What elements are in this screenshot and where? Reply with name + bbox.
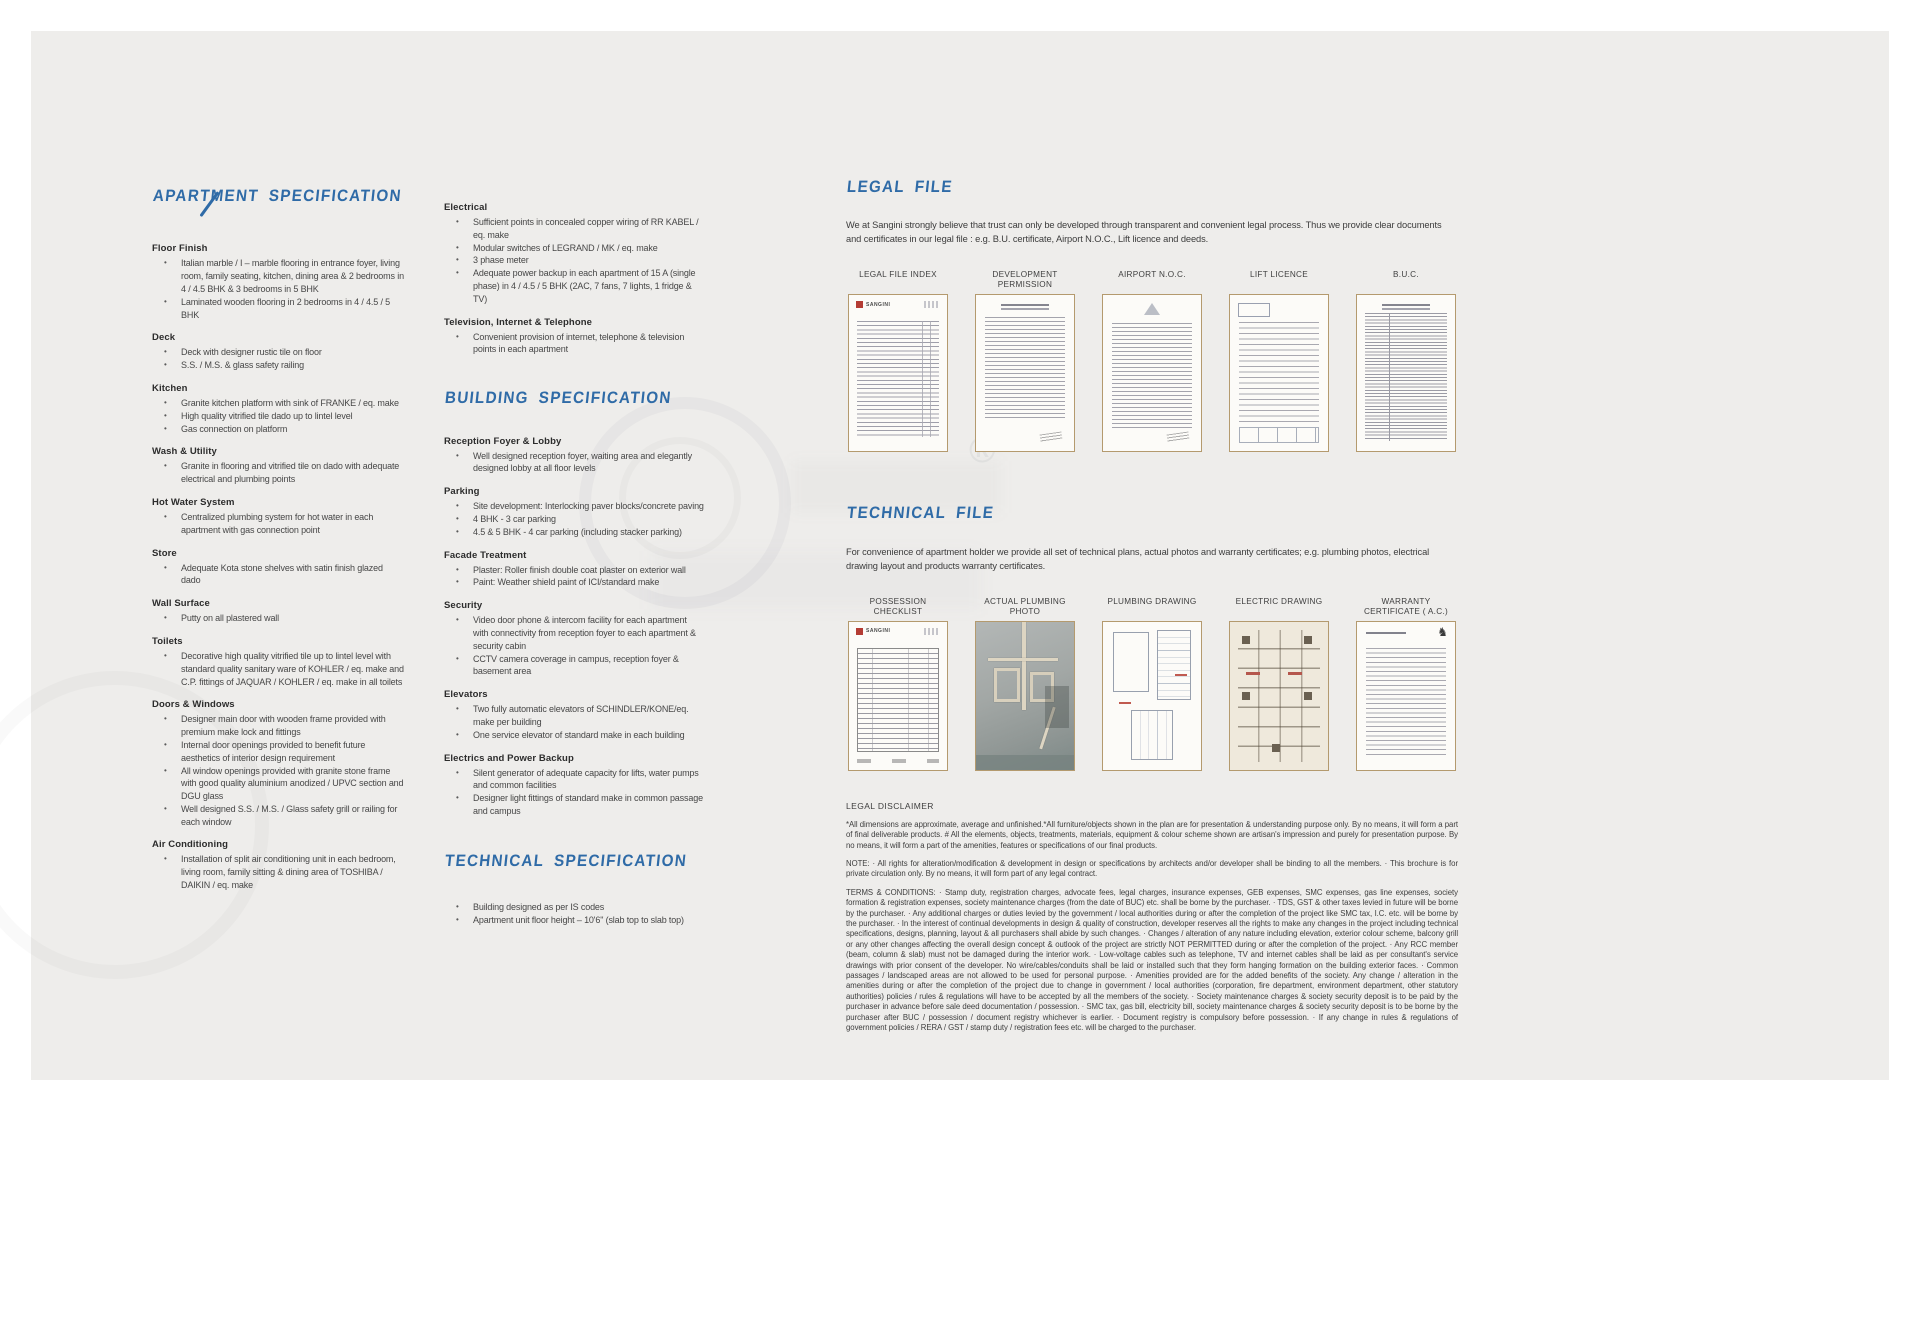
spec-section: [152, 383, 404, 435]
document-thumbnail: [1229, 294, 1329, 452]
thumbnail-graphic: [1238, 303, 1270, 317]
bullet-text: Adequate power backup in each apartment of 15 A (single phase) in 4 / 4.5 / 5 BHK (2AC, 7 fans, 7 lights, 1 fridge & TV): [473, 268, 696, 304]
disclaimer-note: NOTE: · All rights for alteration/modification & development in design or specifications by architects and/or developer shall be binding to all the members. · This brochure is for private circulation only. By no means, it will form part of any legal contract.: [846, 858, 1458, 879]
bullet-text: Site development: Interlocking paver blocks/concrete paving: [473, 501, 704, 512]
bullet-list: [152, 346, 404, 372]
bullet-dot: •: [164, 803, 167, 813]
bullet-item: [444, 331, 704, 357]
bullet-text: Adequate Kota stone shelves with satin finish glazed dado: [181, 562, 383, 586]
bullet-text: Deck with designer rustic tile on floor: [181, 347, 322, 358]
bullet-item: [444, 653, 704, 679]
thumbnail-graphic: [1040, 432, 1063, 443]
building-specification-column: [444, 202, 704, 938]
bullet-text: Granite in flooring and vitrified tile on dado with adequate electrical and plumbing points: [181, 461, 400, 485]
apartment-specification-column: [152, 173, 404, 903]
bullet-text: One service elevator of standard make in each building: [473, 729, 685, 740]
bullet-dot: •: [164, 360, 167, 370]
bullet-text: Video door phone & intercom facility for each apartment with connectivity from reception foyer to each apartment & security cabin: [473, 615, 696, 651]
disclaimer-heading: LEGAL DISCLAIMER: [846, 800, 934, 811]
thumbnail-graphic: [1239, 427, 1319, 443]
section-heading: Facade Treatment: [444, 549, 527, 561]
bullet-dot: •: [456, 217, 459, 226]
legal-file-section: [846, 164, 1458, 452]
bullet-list: [444, 703, 704, 741]
legal-file-title: LEGAL FILE: [846, 177, 954, 196]
doc-label: LEGAL FILE INDEX: [859, 270, 937, 280]
bullet-item: [152, 397, 404, 410]
bullet-dot: •: [164, 739, 167, 749]
spec-section: [152, 699, 404, 828]
tech-doc-plumbing-drawing: [1100, 597, 1204, 771]
technical-spec-title: TECHNICAL SPECIFICATION: [444, 852, 688, 871]
bullet-item: [444, 901, 704, 914]
spec-section: [444, 436, 704, 476]
building-spec-title-wrap: [444, 375, 704, 421]
bullet-list: [152, 511, 404, 537]
bullet-text: Apartment unit floor height – 10'6" (slab top to slab top): [473, 914, 684, 925]
section-heading: Deck: [152, 332, 176, 344]
bullet-dot: •: [164, 562, 167, 572]
document-thumbnail: [848, 294, 948, 452]
doc-label: B.U.C.: [1393, 270, 1419, 280]
document-thumbnail: [1102, 621, 1202, 771]
bullet-dot: •: [456, 242, 459, 252]
bullet-dot: •: [164, 511, 167, 521]
thumbnail-graphic: [857, 759, 939, 763]
bullet-item: [152, 257, 404, 295]
legal-doc-file-index: [846, 270, 950, 452]
section-heading: Electrical: [444, 202, 488, 213]
bullet-item: [152, 410, 404, 423]
apartment-spec-title: APARTMENT SPECIFICATION: [152, 186, 403, 205]
spec-section: [152, 548, 404, 588]
pipe-graphic: [1022, 622, 1026, 710]
bullet-item: [444, 703, 704, 729]
bullet-item: [152, 359, 404, 372]
section-heading: Floor Finish: [152, 243, 208, 255]
legal-doc-buc: [1354, 270, 1458, 452]
bullet-item: [444, 767, 704, 793]
doc-label: PLUMBING DRAWING: [1107, 596, 1197, 606]
section-heading: Parking: [444, 486, 480, 498]
bullet-text: Paint: Weather shield paint of ICI/standard make: [473, 577, 660, 588]
legal-disclaimer-section: [846, 801, 1458, 1034]
thumbnail-graphic: [1131, 710, 1173, 760]
legal-file-intro: We at Sangini strongly believe that trust can only be developed through transparent and convenient legal process. Thus we provide clear documents and certificates in our legal file : e.g. B.U. certificate, Airport N.O.C., Lift licence and deeds.: [846, 220, 1442, 245]
section-heading: Wall Surface: [152, 598, 210, 610]
bullet-text: CCTV camera coverage in campus, reception foyer & basement area: [473, 653, 679, 677]
bullet-dot: •: [456, 767, 459, 777]
bullet-item: [152, 562, 404, 588]
bullet-item: [444, 254, 704, 267]
bullet-list: [444, 614, 704, 678]
bullet-list: [152, 650, 404, 688]
spec-section: [444, 600, 704, 678]
thumbnail-graphic: [1246, 672, 1260, 675]
bullet-dot: •: [456, 501, 459, 511]
thumbnail-graphic: [924, 628, 940, 635]
brand-logo: [856, 301, 890, 308]
bullet-list: [152, 713, 404, 828]
bullet-item: [152, 460, 404, 486]
tech-doc-warranty-certificate: [1354, 597, 1458, 771]
thumbnail-graphic: [924, 301, 940, 308]
bullet-dot: •: [164, 714, 167, 724]
spec-section: [152, 243, 404, 321]
disclaimer-paragraph: *All dimensions are approximate, average and unfinished.*All furniture/objects shown in the plan are for presentation & understanding purpose only. By no means, it will form a part of final deliverable products. # All the elements, objects, treatments, materials, equipment & colour scheme shown are artisan's impression and purely for presentation purpose. By no means, it will form a part of the amenities, features or specifications of our final products.: [846, 819, 1458, 850]
bullet-item: [444, 242, 704, 255]
bullet-item: [152, 296, 404, 322]
bullet-dot: •: [164, 461, 167, 471]
bullet-text: Well designed reception foyer, waiting area and elegantly designed lobby at all floor levels: [473, 450, 692, 474]
spec-section: [152, 497, 404, 537]
bullet-dot: •: [456, 902, 459, 912]
thumbnail-graphic: [1242, 636, 1250, 644]
bullet-text: Sufficient points in concealed copper wiring of RR KABEL / eq. make: [473, 217, 699, 240]
spec-section: [444, 317, 704, 357]
bullet-dot: •: [164, 613, 167, 623]
bullet-text: Laminated wooden flooring in 2 bedrooms in 4 / 4.5 / 5 BHK: [181, 296, 391, 320]
bullet-dot: •: [164, 296, 167, 306]
bullet-dot: •: [456, 653, 459, 663]
bullet-list: [444, 500, 704, 538]
apartment-spec-title-wrap: [152, 173, 404, 219]
spec-section: [152, 636, 404, 688]
thumbnail-graphic: [922, 321, 939, 437]
bullet-list: [152, 460, 404, 486]
bullet-list: [444, 331, 704, 357]
section-heading: Security: [444, 600, 483, 612]
bullet-item: [152, 511, 404, 537]
bullet-item: [444, 614, 704, 652]
bullet-text: Designer light fittings of standard make in common passage and campus: [473, 793, 703, 816]
bullet-item: [444, 576, 704, 589]
bullet-dot: •: [456, 268, 459, 278]
bullet-dot: •: [164, 423, 167, 433]
legal-doc-lift-licence: [1227, 270, 1331, 452]
bullet-item: [152, 803, 404, 829]
bullet-text: Putty on all plastered wall: [181, 613, 280, 624]
technical-documents-row: [846, 597, 1458, 771]
section-heading: Reception Foyer & Lobby: [444, 435, 562, 447]
disclaimer-terms: TERMS & CONDITIONS: · Stamp duty, registration charges, advocate fees, legal charges, insurance expenses, GEB expenses, SMC expenses, gas line expenses, society formation & registration expenses, society maintenance charges (from the date of BUC) etc. shall be borne by the purchaser. · TDS, GST & other taxes levied in future will be borne by the purchaser. · Any additional charges or duties levied by the government / local authorities during or after the completion of the project like SMC tax, I.C. etc. will be borne by the purchaser. · In the interest of continual developments in design & quality of construction, developer reserves all the rights to make any changes in the project including technical specifications, designs, planning, layout & all purchasers shall abide by such changes. · Changes / alteration of any nature including elevation, exterior colour scheme, balcony grill or any other changes affecting the overall design concept & outlook of the project are strictly NOT PERMITTED during or after the completion of the project. · Any RCC member (beam, column & slab) must not be damaged during the interior work. · Low-voltage cables such as telephone, TV and internet cables shall be laid as per consultant's service drawings with prior consent of the developer. No wire/cables/conduits shall be laid or installed such that they form hanging formation on the building exterior faces. · Common passages / landscaped areas are not allowed to be used for personal purpose. · Amenities provided are for the added benefits of the society. Any change / alteration in the amenities during or after the completion of the project due to change in government / local authorities (corporation, fire department, environment department, other statutory authorities) policies / rules & regulations will have to be accepted by all the members of the society. · Society maintenance charges & society security deposit is to be paid by the purchaser in advance before sale deed documentation / possession. · SMC tax, gas bill, electricity bill, society maintenance charges & society security deposit is to be borne by the purchaser after BUC / possession / document registry whichever is earlier. · Document registry is compulsory before possession. · If any change in rules & regulations of government policies / RERA / GST / stamp duty / registration fees etc. will be charged to the purchaser.: [846, 887, 1458, 1033]
services-spec-sections: [444, 202, 704, 356]
bullet-dot: •: [456, 577, 459, 587]
section-heading: Elevators: [444, 689, 488, 701]
pipe-graphic: [988, 658, 1058, 661]
bullet-list: [152, 257, 404, 321]
technical-spec-title-wrap: [444, 839, 704, 885]
files-column: [846, 164, 1458, 1041]
bullet-list: [152, 562, 404, 588]
technical-file-section: [846, 490, 1458, 770]
bullet-list: [152, 853, 404, 891]
bullet-text: Plaster: Roller finish double coat plaster on exterior wall: [473, 564, 686, 575]
bullet-text: Gas connection on platform: [181, 423, 288, 434]
bullet-dot: •: [456, 450, 459, 460]
tech-doc-electric-drawing: [1227, 597, 1331, 771]
bullet-text: Two fully automatic elevators of SCHINDLER/KONE/eq. make per building: [473, 704, 689, 727]
thumbnail-graphic: [1365, 313, 1447, 441]
bullet-list: [444, 450, 704, 476]
spec-section: [444, 550, 704, 590]
bullet-item: [152, 612, 404, 625]
document-thumbnail: [1102, 294, 1202, 452]
bullet-dot: •: [164, 347, 167, 357]
document-thumbnail: [975, 294, 1075, 452]
horse-logo-icon: ♞: [1437, 624, 1448, 639]
bullet-text: Decorative high quality vitrified tile up to lintel level with standard quality sanitary ware of KOHLER / eq. make and C.P. fittings of JAQUAR / KOHLER / eq. make in all toilets: [181, 650, 404, 687]
doc-label: POSSESSION CHECKLIST: [869, 596, 927, 616]
thumbnail-graphic: [1112, 323, 1192, 431]
tech-doc-possession-checklist: [846, 597, 950, 771]
doc-label: ELECTRIC DRAWING: [1235, 596, 1323, 606]
bullet-text: Installation of split air conditioning unit in each bedroom, living room, family sitting & dining area of TOSHIBA / DAIKIN / eq. make: [181, 854, 396, 891]
bullet-list: [444, 564, 704, 590]
doc-label: DEVELOPMENT PERMISSION: [992, 270, 1058, 290]
brochure-page: [31, 31, 1889, 1080]
brand-name: SANGINI: [866, 301, 891, 308]
document-thumbnail: [848, 621, 948, 771]
bullet-text: Well designed S.S. / M.S. / Glass safety grill or railing for each window: [181, 803, 398, 827]
thumbnail-graphic: [1382, 304, 1430, 306]
thumbnail-graphic: [857, 648, 939, 752]
section-heading: Television, Internet & Telephone: [444, 316, 593, 328]
bullet-item: [444, 267, 704, 305]
bullet-dot: •: [456, 255, 459, 265]
pipe-graphic: [994, 668, 1020, 702]
bullet-item: [152, 713, 404, 739]
bullet-item: [444, 450, 704, 476]
doc-label: LIFT LICENCE: [1249, 270, 1309, 280]
doc-label: ACTUAL PLUMBING PHOTO: [984, 596, 1066, 616]
doc-label: WARRANTY CERTIFICATE ( A.C.): [1363, 596, 1449, 616]
bullet-item: [444, 216, 704, 242]
brand-name: SANGINI: [866, 628, 891, 635]
pipe-graphic: [1045, 686, 1069, 728]
spec-section: [152, 598, 404, 625]
thumbnail-graphic: [1239, 322, 1319, 424]
brand-logo: [856, 628, 890, 635]
bullet-dot: •: [456, 793, 459, 803]
technical-file-intro: For convenience of apartment holder we provide all set of technical plans, actual photos and warranty certificates; e.g. plumbing photos, electrical drawing layout and products warranty certificates.: [846, 546, 1430, 571]
thumbnail-graphic: [1366, 632, 1406, 634]
bullet-dot: •: [164, 650, 167, 660]
bullet-list: [152, 612, 404, 625]
legal-doc-airport-noc: [1100, 270, 1204, 452]
section-heading: Kitchen: [152, 382, 188, 394]
apartment-spec-sections: [152, 243, 404, 892]
bullet-text: 4 BHK - 3 car parking: [473, 513, 556, 524]
bullet-item: [152, 853, 404, 891]
bullet-item: [152, 650, 404, 688]
bullet-item: [444, 526, 704, 539]
bullet-dot: •: [456, 331, 459, 341]
thumbnail-graphic: [1157, 630, 1191, 700]
spec-section: [444, 753, 704, 818]
thumbnail-graphic: [1238, 630, 1320, 762]
building-spec-title: BUILDING SPECIFICATION: [444, 388, 673, 407]
pipe-graphic: [976, 755, 1074, 770]
bullet-dot: •: [456, 729, 459, 739]
bullet-item: [152, 423, 404, 436]
brand-mark-icon: [856, 628, 863, 635]
spec-section: [444, 689, 704, 741]
spec-section: [444, 202, 704, 306]
doc-label: AIRPORT N.O.C.: [1118, 270, 1186, 280]
section-heading: Hot Water System: [152, 496, 235, 508]
thumbnail-graphic: [1119, 702, 1131, 704]
bullet-list: [444, 216, 704, 306]
bullet-list: [444, 901, 704, 927]
bullet-item: [152, 765, 404, 803]
bullet-dot: •: [164, 410, 167, 420]
bullet-text: Building designed as per IS codes: [473, 902, 605, 913]
bullet-list: [152, 397, 404, 435]
thumbnail-graphic: [1167, 432, 1190, 443]
building-spec-sections: [444, 436, 704, 818]
bullet-text: 3 phase meter: [473, 255, 529, 266]
bullet-text: Centralized plumbing system for hot water in each apartment with gas connection point: [181, 511, 374, 535]
bullet-dot: •: [456, 526, 459, 536]
section-heading: Doors & Windows: [152, 699, 235, 711]
legal-doc-development-permission: [973, 270, 1077, 452]
spec-section: [152, 839, 404, 891]
bullet-dot: •: [456, 914, 459, 924]
technical-spec-sections: [444, 901, 704, 927]
bullet-item: [152, 739, 404, 765]
photo-thumbnail: [975, 621, 1075, 771]
bullet-text: Italian marble / I – marble flooring in entrance foyer, living room, family seating, kitchen, dining area & 2 bedrooms in 4 / 4.5 BHK & 3 bedrooms in 5 BHK: [181, 258, 404, 294]
bullet-list: [444, 767, 704, 818]
bullet-item: [444, 792, 704, 818]
spec-section: [152, 332, 404, 372]
thumbnail-graphic: [1389, 313, 1390, 441]
bullet-text: Convenient provision of internet, telephone & television points in each apartment: [473, 331, 685, 355]
section-heading: Wash & Utility: [152, 446, 217, 458]
bullet-text: Silent generator of adequate capacity for lifts, water pumps and common facilities: [473, 767, 699, 791]
bullet-text: Designer main door with wooden frame provided with premium make lock and fittings: [181, 714, 386, 738]
bullet-item: [444, 729, 704, 742]
bullet-dot: •: [164, 397, 167, 407]
document-thumbnail: [1356, 294, 1456, 452]
bullet-item: [444, 513, 704, 526]
document-thumbnail: [1229, 621, 1329, 771]
spec-section: [444, 901, 704, 927]
bullet-item: [444, 914, 704, 927]
bullet-text: S.S. / M.S. & glass safety railing: [181, 360, 304, 371]
bullet-item: [444, 500, 704, 513]
thumbnail-graphic: [985, 317, 1065, 421]
section-heading: Electrics and Power Backup: [444, 752, 574, 764]
emblem-icon: [1144, 303, 1160, 315]
bullet-text: Granite kitchen platform with sink of FRANKE / eq. make: [181, 397, 399, 408]
spec-section: [152, 446, 404, 486]
thumbnail-graphic: [1113, 632, 1149, 692]
bullet-text: 4.5 & 5 BHK - 4 car parking (including stacker parking): [473, 526, 682, 537]
bullet-dot: •: [164, 854, 167, 864]
brand-mark-icon: [856, 301, 863, 308]
bullet-dot: •: [164, 765, 167, 775]
document-thumbnail: [1356, 621, 1456, 771]
bullet-text: Internal door openings provided to benefit future aesthetics of interior design requirement: [181, 739, 366, 763]
section-heading: Store: [152, 547, 177, 559]
bullet-dot: •: [456, 564, 459, 574]
bullet-dot: •: [456, 513, 459, 523]
thumbnail-graphic: [1001, 304, 1049, 306]
bullet-text: Modular switches of LEGRAND / MK / eq. make: [473, 242, 658, 253]
bullet-text: High quality vitrified tile dado up to lintel level: [181, 410, 353, 421]
spec-section: [444, 486, 704, 538]
bullet-item: [444, 564, 704, 577]
technical-file-title: TECHNICAL FILE: [846, 504, 996, 523]
section-heading: Toilets: [152, 635, 183, 647]
bullet-text: All window openings provided with granite stone frame with good quality aluminium anodized / UPVC section and DGU glass: [181, 765, 404, 802]
tech-doc-actual-plumbing-photo: [973, 597, 1077, 771]
legal-documents-row: [846, 270, 1458, 452]
bullet-dot: •: [456, 615, 459, 625]
section-heading: Air Conditioning: [152, 839, 228, 851]
bullet-item: [152, 346, 404, 359]
bullet-dot: •: [164, 258, 167, 268]
thumbnail-graphic: [1366, 648, 1446, 758]
bullet-dot: •: [456, 704, 459, 714]
